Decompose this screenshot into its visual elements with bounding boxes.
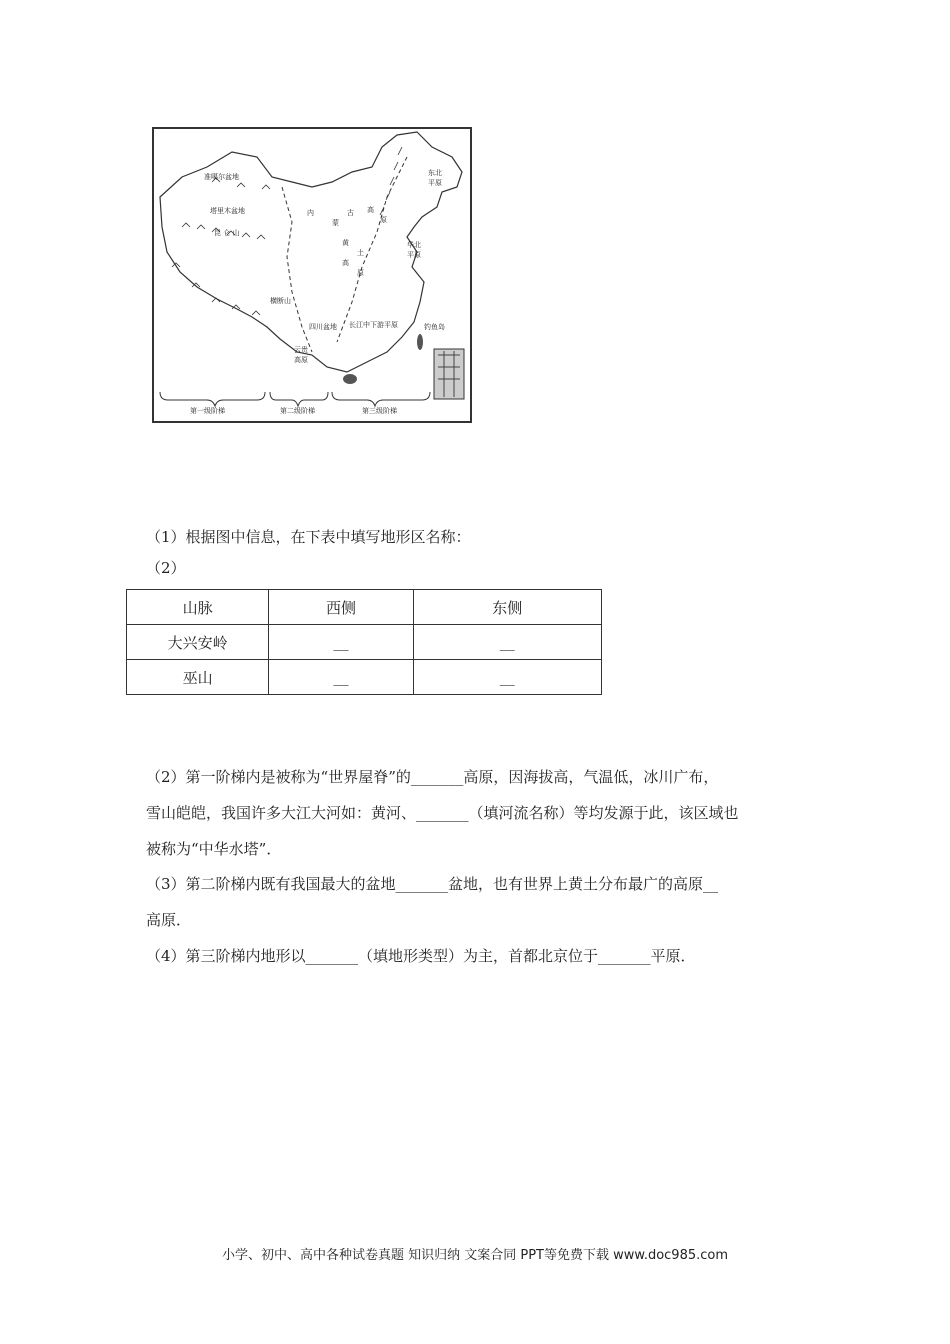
table-cell-blank[interactable]: __ [269, 625, 413, 660]
label-neimeng-3: 古 [347, 209, 354, 217]
table-row [127, 625, 602, 660]
question-2 [146, 759, 816, 867]
label-neimeng-5: 原 [380, 216, 387, 224]
label-huabei-2: 平原 [407, 251, 421, 259]
label-huabei-1: 华北 [407, 241, 421, 249]
label-neimeng-4: 高 [367, 206, 374, 214]
question-3-line: 高原． [146, 911, 192, 929]
label-sichuan: 四川盆地 [309, 323, 337, 331]
label-hengduan: 横断山 [270, 297, 291, 305]
table-header-row [127, 590, 602, 625]
terrain-table [126, 589, 602, 695]
label-northeast-1: 东北 [428, 169, 442, 177]
label-step1: 第一级阶梯 [190, 407, 225, 415]
label-yangtze: 长江中下游平原 [349, 321, 398, 329]
label-neimeng-2: 蒙 [332, 219, 339, 227]
table-cell-blank[interactable]: __ [413, 625, 601, 660]
label-step2: 第二级阶梯 [280, 407, 315, 415]
label-step3: 第三级阶梯 [362, 407, 397, 415]
table-header: 东侧 [413, 590, 601, 625]
question-4 [146, 938, 816, 974]
label-huangtu-1: 黄 [342, 239, 349, 247]
label-northeast-2: 平原 [428, 179, 442, 187]
label-yungui-1: 云贵 [294, 346, 308, 354]
map-figure [152, 127, 472, 423]
label-huangtu-3: 高 [342, 259, 349, 267]
question-3 [146, 866, 816, 938]
label-diaoyu: 钓鱼岛 [424, 323, 445, 331]
table-cell-blank[interactable]: __ [413, 660, 601, 695]
table-cell: 巫山 [127, 660, 269, 695]
label-kunlun: 昆 仑 山 [214, 229, 240, 237]
table-header: 西侧 [269, 590, 413, 625]
question-3-line: （3）第二阶梯内既有我国最大的盆地_______盆地，也有世界上黄土分布最广的高原__ [146, 875, 719, 893]
label-neimeng-1: 内 [307, 209, 314, 217]
label-junggar: 准噶尔盆地 [204, 173, 239, 181]
label-yungui-2: 高原 [294, 356, 308, 364]
table-header: 山脉 [127, 590, 269, 625]
question-1-prompt: （1）根据图中信息，在下表中填写地形区名称： [146, 528, 471, 546]
page-footer: 小学、初中、高中各种试卷真题 知识归纳 文案合同 PPT等免费下载 www.doc985.com [221, 1248, 729, 1263]
table-row [127, 660, 602, 695]
table-cell-blank[interactable]: __ [269, 660, 413, 695]
question-1-sub: （2） [146, 559, 186, 577]
label-huangtu-2: 土 [357, 249, 364, 257]
china-terrain-map [152, 127, 472, 423]
table-cell: 大兴安岭 [127, 625, 269, 660]
label-tarim: 塔里木盆地 [210, 207, 245, 215]
question-2-line: 雪山皑皑，我国许多大江大河如：黄河、_______（填河流名称）等均发源于此，该区域也 [146, 804, 739, 822]
label-huangtu-4: 原 [357, 269, 364, 277]
question-2-line: （2）第一阶梯内是被称为“世界屋脊”的_______高原，因海拔高，气温低，冰川广布， [146, 768, 719, 786]
question-2-line: 被称为“中华水塔”． [146, 840, 282, 858]
question-4-line: （4）第三阶梯内地形以_______（填地形类型）为主，首都北京位于_______平原． [146, 947, 696, 965]
